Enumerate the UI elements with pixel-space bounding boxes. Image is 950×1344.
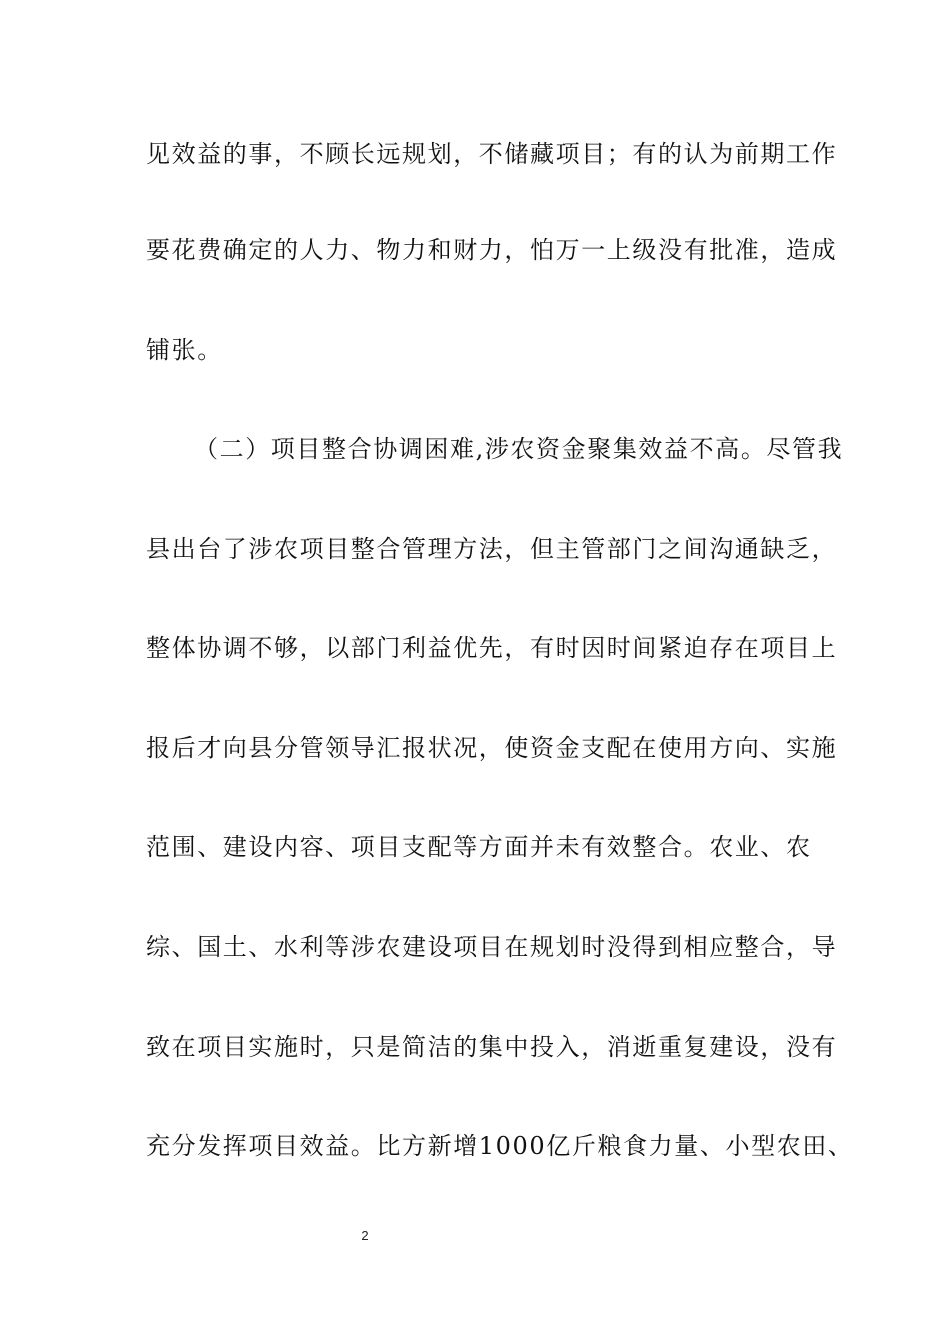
text-line: 综、国土、水利等涉农建设项目在规划时没得到相应整合，导 (146, 933, 838, 961)
text-line: 范围、建设内容、项目支配等方面并未有效整合。农业、农 (146, 833, 812, 861)
text-line: 见效益的事，不顾长远规划，不储藏项目；有的认为前期工作 (146, 140, 838, 168)
text-line: 充分发挥项目效益。比方新增1000亿斤粮食力量、小型农田、 (146, 1132, 854, 1160)
text-line: 整体协调不够，以部门利益优先，有时因时间紧迫存在项目上 (146, 634, 838, 662)
text-line: 致在项目实施时，只是简洁的集中投入，消逝重复建设，没有 (146, 1033, 838, 1061)
text-line: 县出台了涉农项目整合管理方法，但主管部门之间沟通缺乏， (146, 535, 838, 563)
text-line: 要花费确定的人力、物力和财力，怕万一上级没有批准，造成 (146, 236, 838, 264)
text-line: 报后才向县分管领导汇报状况，使资金支配在使用方向、实施 (146, 734, 838, 762)
page-number: 2 (361, 1228, 369, 1243)
section-heading-line: （二）项目整合协调困难,涉农资金聚集效益不高。尽管我 (194, 435, 844, 463)
text-line: 铺张。 (146, 336, 223, 364)
